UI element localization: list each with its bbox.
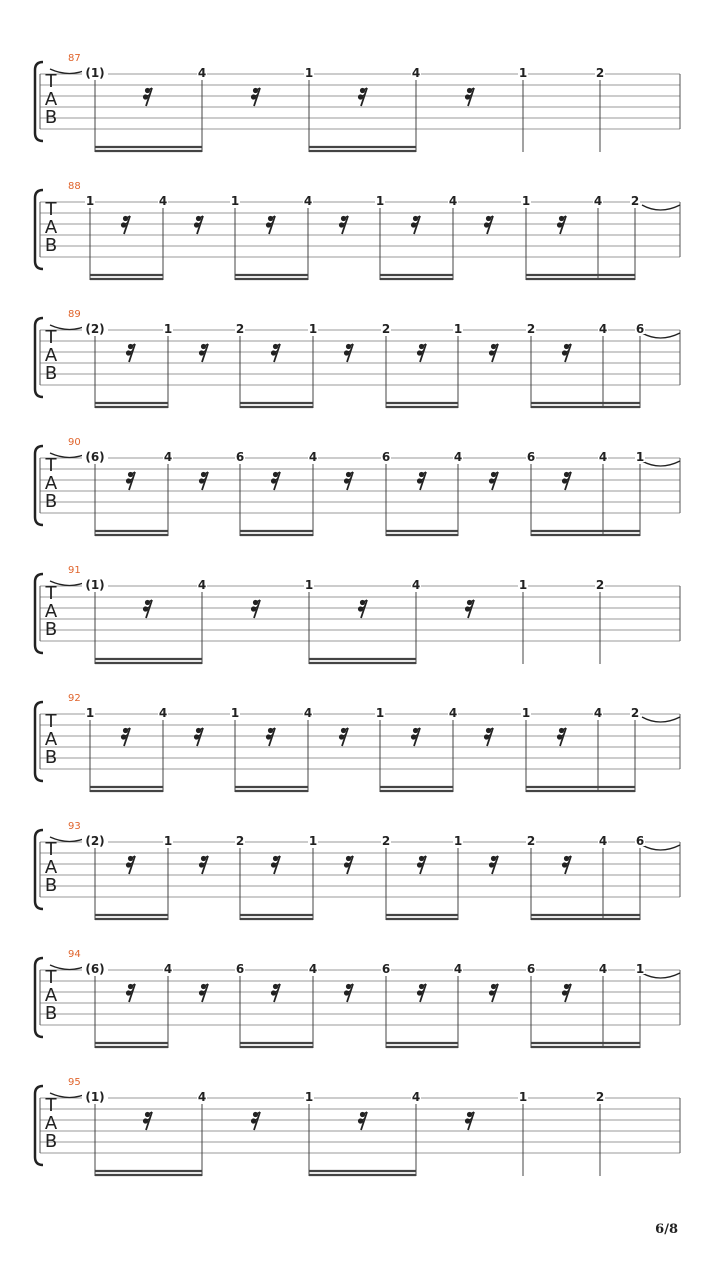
fret-number: 6 [381, 962, 391, 976]
fret-number: 4 [593, 706, 603, 720]
tab-system [35, 565, 680, 664]
sixteenth-rest [271, 472, 280, 490]
fret-number: 1 [230, 194, 240, 208]
tie-arc [642, 461, 680, 466]
sixteenth-rest [271, 856, 280, 874]
tab-clef-letter: B [44, 875, 58, 896]
fret-number: 1 [518, 1090, 528, 1104]
sixteenth-rest [484, 216, 493, 234]
fret-number: 4 [197, 66, 207, 80]
tab-clef-letter: T [45, 583, 57, 604]
fret-number: 6 [235, 962, 245, 976]
fret-number: 4 [303, 194, 313, 208]
sixteenth-rest [271, 984, 280, 1002]
sixteenth-rest [251, 1112, 260, 1130]
sixteenth-rest [199, 856, 208, 874]
sixteenth-rest [266, 216, 275, 234]
sixteenth-rest [489, 856, 498, 874]
fret-number: 1 [375, 194, 385, 208]
sixteenth-rest [489, 984, 498, 1002]
fret-number: 2 [526, 834, 536, 848]
fret-number: 4 [197, 1090, 207, 1104]
fret-number: (1) [85, 66, 105, 80]
fret-number: 1 [304, 578, 314, 592]
fret-number: 2 [381, 834, 391, 848]
tie-arc [642, 205, 680, 210]
tab-clef-letter: B [44, 363, 58, 384]
sixteenth-rest [251, 600, 260, 618]
fret-number: 1 [304, 66, 314, 80]
measure-number: 88 [68, 181, 81, 192]
sixteenth-rest [199, 984, 208, 1002]
sixteenth-rest [358, 88, 367, 106]
measure-number: 94 [68, 949, 81, 960]
sixteenth-rest [411, 216, 420, 234]
fret-number: 2 [235, 834, 245, 848]
fret-number: (6) [85, 962, 105, 976]
sixteenth-rest [484, 728, 493, 746]
fret-number: 1 [308, 322, 318, 336]
fret-number: 1 [453, 322, 463, 336]
fret-number: 4 [308, 962, 318, 976]
fret-number: 4 [158, 706, 168, 720]
measure-number: 91 [68, 565, 81, 576]
tab-clef-letter: T [45, 199, 57, 220]
sixteenth-rest [562, 472, 571, 490]
fret-number: (1) [85, 578, 105, 592]
sixteenth-rest [358, 1112, 367, 1130]
fret-number: 4 [598, 962, 608, 976]
fret-number: (2) [85, 322, 105, 336]
fret-number: 4 [411, 578, 421, 592]
sixteenth-rest [557, 216, 566, 234]
fret-number: 4 [303, 706, 313, 720]
sixteenth-rest [194, 216, 203, 234]
sixteenth-rest [126, 856, 135, 874]
fret-number: 2 [381, 322, 391, 336]
fret-number: 1 [635, 962, 645, 976]
sixteenth-rest [143, 600, 152, 618]
tie-arc [642, 973, 680, 978]
fret-number: 4 [163, 962, 173, 976]
sixteenth-rest [199, 344, 208, 362]
fret-number: 1 [521, 194, 531, 208]
sixteenth-rest [489, 472, 498, 490]
fret-number: (2) [85, 834, 105, 848]
sixteenth-rest [251, 88, 260, 106]
fret-number: 6 [526, 962, 536, 976]
fret-number: 4 [411, 66, 421, 80]
sixteenth-rest [417, 472, 426, 490]
sixteenth-rest [126, 344, 135, 362]
fret-number: 1 [85, 194, 95, 208]
fret-number: 4 [158, 194, 168, 208]
sixteenth-rest [465, 88, 474, 106]
tab-clef-letter: B [44, 1131, 58, 1152]
sixteenth-rest [411, 728, 420, 746]
measure-number: 87 [68, 53, 81, 64]
tab-clef-letter: A [44, 985, 58, 1006]
tab-clef-letter: A [44, 729, 58, 750]
sixteenth-rest [562, 984, 571, 1002]
tab-clef-letter: A [44, 601, 58, 622]
fret-number: 4 [453, 450, 463, 464]
sixteenth-rest [266, 728, 275, 746]
fret-number: 4 [411, 1090, 421, 1104]
sixteenth-rest [358, 600, 367, 618]
fret-number: 4 [448, 706, 458, 720]
sixteenth-rest [557, 728, 566, 746]
tab-clef-letter: A [44, 89, 58, 110]
tab-clef-letter: T [45, 967, 57, 988]
tie-arc [642, 845, 680, 850]
fret-number: 1 [518, 66, 528, 80]
tab-clef-letter: A [44, 345, 58, 366]
sixteenth-rest [143, 88, 152, 106]
fret-number: 1 [304, 1090, 314, 1104]
sixteenth-rest [143, 1112, 152, 1130]
sixteenth-rest [126, 472, 135, 490]
tab-clef-letter: T [45, 711, 57, 732]
fret-number: 4 [308, 450, 318, 464]
fret-number: 1 [453, 834, 463, 848]
tab-clef-letter: A [44, 857, 58, 878]
measure-number: 90 [68, 437, 81, 448]
measure-number: 95 [68, 1077, 81, 1088]
fret-number: 2 [630, 706, 640, 720]
tab-system [35, 949, 680, 1048]
sixteenth-rest [271, 344, 280, 362]
fret-number: 1 [230, 706, 240, 720]
fret-number: 2 [595, 66, 605, 80]
fret-number: 6 [635, 322, 645, 336]
tab-clef-letter: A [44, 1113, 58, 1134]
tab-clef-letter: A [44, 473, 58, 494]
fret-number: 1 [308, 834, 318, 848]
fret-number: 2 [630, 194, 640, 208]
sixteenth-rest [562, 344, 571, 362]
fret-number: 1 [85, 706, 95, 720]
sixteenth-rest [465, 1112, 474, 1130]
sixteenth-rest [417, 344, 426, 362]
fret-number: 2 [235, 322, 245, 336]
fret-number: 4 [163, 450, 173, 464]
sixteenth-rest [121, 216, 130, 234]
page-number: 6/8 [655, 1222, 678, 1237]
fret-number: 2 [595, 1090, 605, 1104]
tab-clef-letter: T [45, 839, 57, 860]
fret-number: 1 [521, 706, 531, 720]
sixteenth-rest [344, 472, 353, 490]
fret-number: 1 [375, 706, 385, 720]
tab-clef-letter: B [44, 1003, 58, 1024]
sixteenth-rest [489, 344, 498, 362]
sixteenth-rest [417, 856, 426, 874]
sixteenth-rest [126, 984, 135, 1002]
fret-number: 4 [598, 322, 608, 336]
tie-arc [642, 717, 680, 722]
tab-system [35, 693, 680, 792]
fret-number: 1 [518, 578, 528, 592]
fret-number: 1 [163, 834, 173, 848]
fret-number: 4 [448, 194, 458, 208]
tab-clef-letter: B [44, 107, 58, 128]
fret-number: 4 [453, 962, 463, 976]
tab-clef-letter: T [45, 71, 57, 92]
tab-clef-letter: B [44, 747, 58, 768]
tab-system [35, 309, 680, 408]
fret-number: 6 [635, 834, 645, 848]
fret-number: 4 [197, 578, 207, 592]
fret-number: (1) [85, 1090, 105, 1104]
tab-clef-letter: B [44, 619, 58, 640]
tab-clef-letter: T [45, 327, 57, 348]
tab-system [35, 821, 680, 920]
fret-number: 6 [381, 450, 391, 464]
fret-number: 1 [163, 322, 173, 336]
tab-system [35, 1077, 680, 1176]
tab-clef-letter: A [44, 217, 58, 238]
sixteenth-rest [465, 600, 474, 618]
measure-number: 89 [68, 309, 81, 320]
sixteenth-rest [194, 728, 203, 746]
sixteenth-rest [199, 472, 208, 490]
fret-number: 6 [235, 450, 245, 464]
tab-system [35, 53, 680, 152]
sixteenth-rest [344, 856, 353, 874]
fret-number: 2 [526, 322, 536, 336]
sixteenth-rest [121, 728, 130, 746]
tab-clef-letter: B [44, 235, 58, 256]
sixteenth-rest [339, 216, 348, 234]
measure-number: 93 [68, 821, 81, 832]
sixteenth-rest [417, 984, 426, 1002]
fret-number: 4 [598, 450, 608, 464]
fret-number: (6) [85, 450, 105, 464]
tab-clef-letter: T [45, 1095, 57, 1116]
tab-clef-letter: B [44, 491, 58, 512]
measure-number: 92 [68, 693, 81, 704]
fret-number: 4 [598, 834, 608, 848]
sixteenth-rest [562, 856, 571, 874]
tab-system [35, 181, 680, 280]
fret-number: 2 [595, 578, 605, 592]
sixteenth-rest [344, 344, 353, 362]
sixteenth-rest [339, 728, 348, 746]
tab-clef-letter: T [45, 455, 57, 476]
fret-number: 1 [635, 450, 645, 464]
sixteenth-rest [344, 984, 353, 1002]
tab-system [35, 437, 680, 536]
fret-number: 4 [593, 194, 603, 208]
tie-arc [642, 333, 680, 338]
fret-number: 6 [526, 450, 536, 464]
